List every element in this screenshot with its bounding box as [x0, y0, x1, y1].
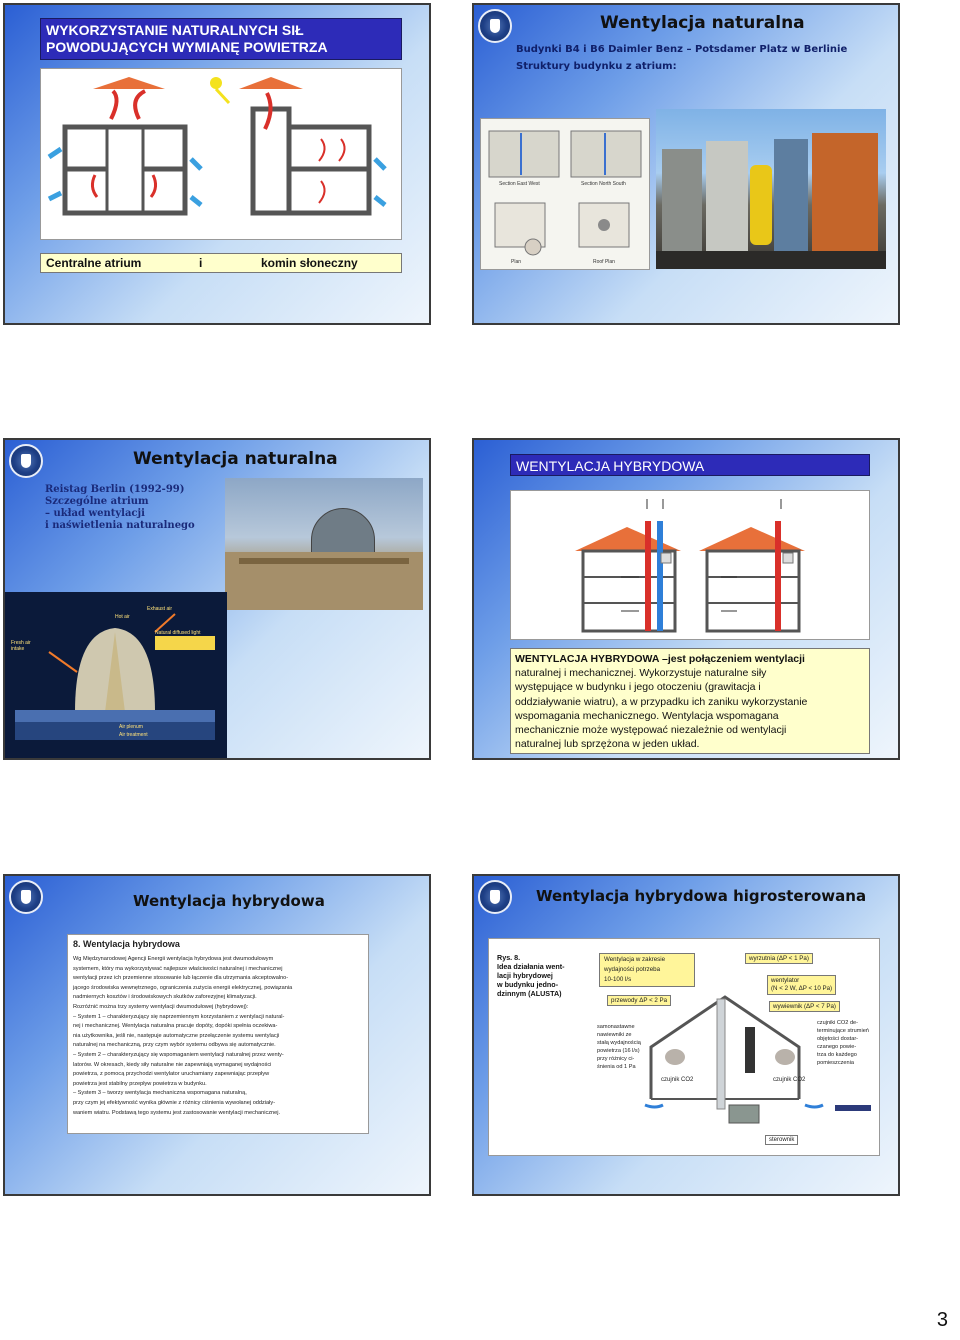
callout-fan — [767, 975, 836, 995]
callout-capacity — [599, 953, 695, 987]
rys-line-3: lacji hybrydowej — [497, 971, 553, 980]
co2-line-1: czujniki CO2 de- — [817, 1020, 859, 1026]
page-number: 3 — [936, 1309, 948, 1331]
body-line-4: oddziaływanie wiatru), a w przypadku ich zaniku wykorzystanie — [515, 695, 808, 708]
excerpt-line-2: systemem, który ma wykorzystywać najlepsze właściwości naturalnej i mechanicznej — [73, 965, 283, 972]
excerpt-heading: 8. Wentylacja hybrydowa — [73, 939, 180, 949]
excerpt-line-4: jącego środowiska wewnętrznego, ograniczenia zużycia energii elektrycznej, powiązania — [73, 984, 293, 991]
body-line-7: naturalnej lub sprzężona w jeden układ. — [515, 738, 700, 751]
callout-outlet: wyrzutnia (ΔP < 1 Pa) — [745, 953, 813, 964]
hybrid-ventilation-diagram — [510, 490, 870, 640]
excerpt-line-7: – System 1 – charakteryzujący się naprzemiennym korzystaniem z wentylacji natural- — [73, 1013, 285, 1020]
fan-line-2: (N < 2 W, ΔP < 10 Pa) — [771, 985, 833, 992]
slide-1-caption — [40, 253, 402, 273]
co2-line-5: trza do każdego — [817, 1052, 857, 1058]
body-line-2: naturalnej i mechanicznej. Wykorzystuje naturalne siły — [515, 667, 767, 680]
label-air-treatment: Air treatment — [119, 732, 148, 738]
excerpt-line-14: powietrza jest stabilny przepływ powietrza w budynku. — [73, 1080, 207, 1087]
slide-1-title-line-2: POWODUJĄCYCH WYMIANĘ POWIETRZA — [46, 39, 328, 55]
excerpt-line-9: nia użytkownika, jeśli nie, następuje automatyczne przełączenie systemu wentylacji — [73, 1032, 280, 1039]
caption-atrium: Centralne atrium — [46, 256, 142, 270]
fan-line-1: wentylator — [771, 977, 800, 984]
slide-5-title: Wentylacja hybrydowa — [133, 892, 325, 910]
excerpt-line-3: wentylacji przez ich przemienne stosowanie lub łączenie dla utrzymania akceptowalno- — [73, 975, 289, 982]
slide-3-title: Wentylacja naturalna — [133, 449, 338, 469]
rys-line-2: Idea działania went- — [497, 962, 565, 971]
body-line-6: mechanicznie może występować niezależnie od wentylacji — [515, 724, 787, 737]
excerpt-line-15: – System 3 – tworzy wentylacja mechaniczna wspomagana naturalną, — [73, 1090, 247, 1097]
slide-1-title-box — [40, 18, 402, 60]
atrium-diagram-panel — [40, 68, 402, 240]
slide-1-title-line-1: WYKORZYSTANIE NATURALNYCH SIŁ — [46, 22, 304, 38]
caption-i: i — [199, 256, 203, 270]
callout-exhaust: wywiewnik (ΔP < 7 Pa) — [769, 1001, 840, 1012]
capacity-line-2: wydajności potrzeba — [604, 966, 661, 973]
slide-2-title: Wentylacja naturalna — [600, 13, 805, 33]
slide-3 — [3, 438, 431, 760]
caption-solar-chimney: komin słoneczny — [261, 256, 358, 270]
inlets-line-4: powietrza (16 l/s) — [597, 1048, 640, 1054]
excerpt-text — [73, 955, 363, 1118]
callout-co2-sensors — [817, 1019, 879, 1067]
label-roof-plan: Roof Plan — [593, 259, 615, 265]
excerpt-line-10: naturalnej na mechaniczną, przy czym wybór systemu odbywa się automatycznie. — [73, 1042, 276, 1049]
inlets-line-5: przy różnicy ci- — [597, 1056, 635, 1062]
university-seal-icon — [478, 9, 512, 43]
desc-line-4: i naświetlenia naturalnego — [45, 520, 195, 531]
excerpt-line-16: przy czym jej efektywność wynika głównie z różnicy ciśnienia wywołanej oddziały- — [73, 1099, 276, 1106]
inlets-line-3: stałą wydajnością — [597, 1040, 641, 1046]
excerpt-line-13: powietrza, z pomocą przychodzi wentylator uruchamiany zapewniając przepływ — [73, 1071, 270, 1078]
reichstag-photo — [225, 478, 423, 610]
slide-4-body — [510, 648, 870, 754]
excerpt-line-11: – System 2 – charakteryzujący się wspomaganiem wentylacji naturalnej przez wenty- — [73, 1051, 284, 1058]
excerpt-line-8: nej i mechanicznej. Wentylacja naturalna pracuje dopóty, dopóki spełnia oczekiwa- — [73, 1023, 278, 1030]
atrium-diagram — [41, 69, 401, 239]
co2-line-4: czanego powie- — [817, 1044, 857, 1050]
label-natural-light: Natural diffused light — [155, 630, 201, 636]
excerpt-line-6: Rozróżnić można trzy systemy wentylacji dwumodułowej (hybrydowej): — [73, 1003, 249, 1010]
body-line-5: wspomagania mechanicznego. Wentylacja wspomagana — [515, 709, 779, 722]
building-sections-drawing — [480, 118, 650, 270]
rys-line-4: w budynku jedno- — [497, 980, 559, 989]
co2-line-3: objętości dostar- — [817, 1036, 859, 1042]
capacity-line-1: Wentylacja w zakresie — [604, 956, 666, 963]
excerpt-line-17: waniem wiatru. Podstawą tego systemu jest zastosowanie wentylacji mechanicznej. — [73, 1109, 281, 1116]
inlets-line-1: samonastawne — [597, 1024, 635, 1030]
slide-4-title: WENTYLACJA HYBRYDOWA — [516, 458, 705, 474]
label-co2-sensor-right: czujnik CO2 — [773, 1077, 806, 1083]
capacity-line-3: 10-100 l/s — [604, 976, 632, 983]
slide-5 — [3, 874, 431, 1196]
slide-2-subtitle-2: Struktury budynku z atrium: — [516, 61, 677, 72]
slide-6 — [472, 874, 900, 1196]
sun-icon — [210, 77, 222, 89]
desc-line-1: Reistag Berlin (1992-99) — [45, 484, 185, 495]
inlets-line-6: śnienia od 1 Pa — [597, 1064, 636, 1070]
university-seal-icon — [9, 444, 43, 478]
desc-line-2: Szczególne atrium — [45, 496, 149, 507]
hybrid-ventilation-excerpt — [67, 934, 369, 1134]
co2-line-2: terminujące strumień — [817, 1028, 869, 1034]
excerpt-line-12: latorów. W okresach, kiedy siły naturalne nie zapewniają wymaganej wydajności — [73, 1061, 272, 1068]
body-line-1: WENTYLACJA HYBRYDOWA –jest połączeniem wentylacji — [515, 653, 805, 665]
slide-1 — [3, 3, 431, 325]
university-seal-icon — [478, 880, 512, 914]
excerpt-line-5: nadmiernych kosztów i środowiskowych skutków zaforezyjnej klimatyzacji. — [73, 994, 257, 1001]
body-line-3: występujące w budynku i jego otoczeniu (grawitacja i — [515, 681, 761, 694]
label-section-north-south: Section North South — [581, 181, 626, 187]
callout-inlets — [597, 1023, 653, 1071]
left-roof — [93, 77, 165, 89]
label-section-east-west: Section East West — [499, 181, 540, 187]
hygro-ventilation-diagram — [488, 938, 880, 1156]
label-co2-sensor-left: czujnik CO2 — [661, 1077, 694, 1083]
university-seal-icon — [9, 880, 43, 914]
slide-6-title: Wentylacja hybrydowa higrosterowana — [536, 887, 867, 905]
callout-ducts: przewody ΔP < 2 Pa — [607, 995, 671, 1006]
reichstag-section-diagram — [5, 592, 227, 758]
slide-2-subtitle: Budynki B4 i B6 Daimler Benz – Potsdamer Platz w Berlinie — [516, 44, 848, 55]
slide-2 — [472, 3, 900, 325]
potsdamer-platz-photo — [656, 109, 886, 269]
desc-line-3: – układ wentylacji — [45, 508, 145, 519]
label-plan: Plan — [511, 259, 522, 265]
inlets-line-2: nawiewniki ze — [597, 1032, 632, 1038]
right-roof — [239, 77, 303, 89]
rys-line-1: Rys. 8. — [497, 953, 521, 962]
reichstag-description — [45, 484, 195, 532]
excerpt-line-1: Wg Międzynarodowej Agencji Energii wentylacja hybrydowa jest dwumodułowym — [73, 956, 274, 962]
label-fresh-air: Fresh air intake — [11, 640, 31, 652]
label-controller: sterownik — [765, 1135, 798, 1145]
label-hot-air: Hot air — [115, 614, 130, 620]
slide-4-title-box — [510, 454, 870, 476]
rys-line-5: dzinnym (ALUSTA) — [497, 989, 562, 998]
co2-line-6: pomieszczenia — [817, 1060, 854, 1066]
slide-4 — [472, 438, 900, 760]
label-air-plenum: Air plenum — [119, 724, 143, 730]
label-exhaust-air: Exhaust air — [147, 606, 173, 612]
